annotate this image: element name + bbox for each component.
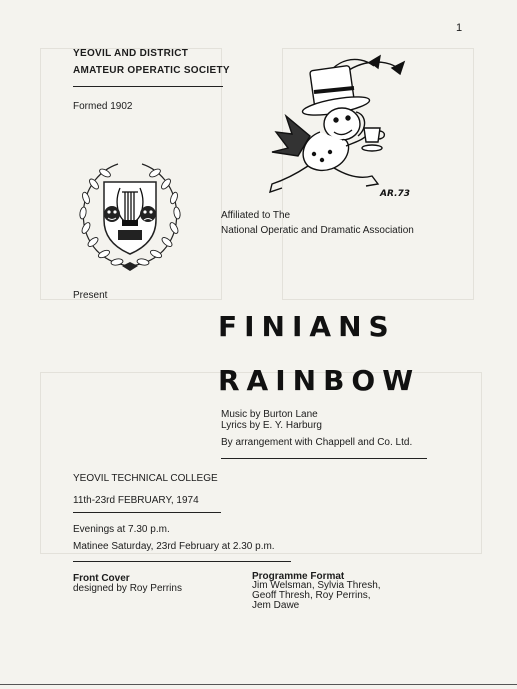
divider — [73, 561, 291, 562]
affiliation — [221, 208, 414, 238]
artist-signature: AR.73 — [380, 189, 411, 199]
show-title-line1: FINIANS — [218, 310, 396, 343]
formed-date: Formed 1902 — [73, 101, 133, 112]
matinee-times: Matinee Saturday, 23rd February at 2.30 p.m. — [73, 541, 275, 552]
programme-format-names — [252, 581, 381, 611]
programme-name-line: Jem Dawe — [252, 600, 300, 611]
divider — [221, 458, 427, 459]
programme-name-line: Jim Welsman, Sylvia Thresh, — [252, 580, 381, 591]
page-number: 1 — [456, 22, 463, 34]
venue-name: YEOVIL TECHNICAL COLLEGE — [73, 473, 218, 484]
society-name — [73, 45, 230, 79]
page-edge — [0, 684, 517, 685]
leprechaun-cartoon-icon — [262, 52, 422, 202]
evening-times: Evenings at 7.30 p.m. — [73, 524, 170, 535]
performance-dates: 11th-23rd FEBRUARY, 1974 — [73, 495, 199, 506]
lyrics-credit: Lyrics by E. Y. Harburg — [221, 420, 322, 431]
society-crest-wreath-icon — [74, 158, 186, 274]
divider — [73, 512, 221, 513]
show-credits — [221, 409, 322, 431]
society-name-line2: AMATEUR OPERATIC SOCIETY — [73, 65, 230, 76]
programme-name-line: Geoff Thresh, Roy Perrins, — [252, 590, 371, 601]
music-credit: Music by Burton Lane — [221, 409, 318, 420]
programme-format-heading: Programme Format — [252, 571, 345, 582]
front-cover-credit: designed by Roy Perrins — [73, 583, 182, 594]
divider — [73, 86, 223, 87]
show-title-line2: RAINBOW — [218, 364, 421, 397]
present-label: Present — [73, 290, 108, 301]
arrangement-credit: By arrangement with Chappell and Co. Ltd. — [221, 437, 413, 448]
affiliation-line1: Affiliated to The — [221, 210, 291, 221]
front-cover-heading: Front Cover — [73, 573, 130, 584]
affiliation-line2: National Operatic and Dramatic Association — [221, 225, 414, 236]
society-name-line1: YEOVIL AND DISTRICT — [73, 48, 189, 59]
